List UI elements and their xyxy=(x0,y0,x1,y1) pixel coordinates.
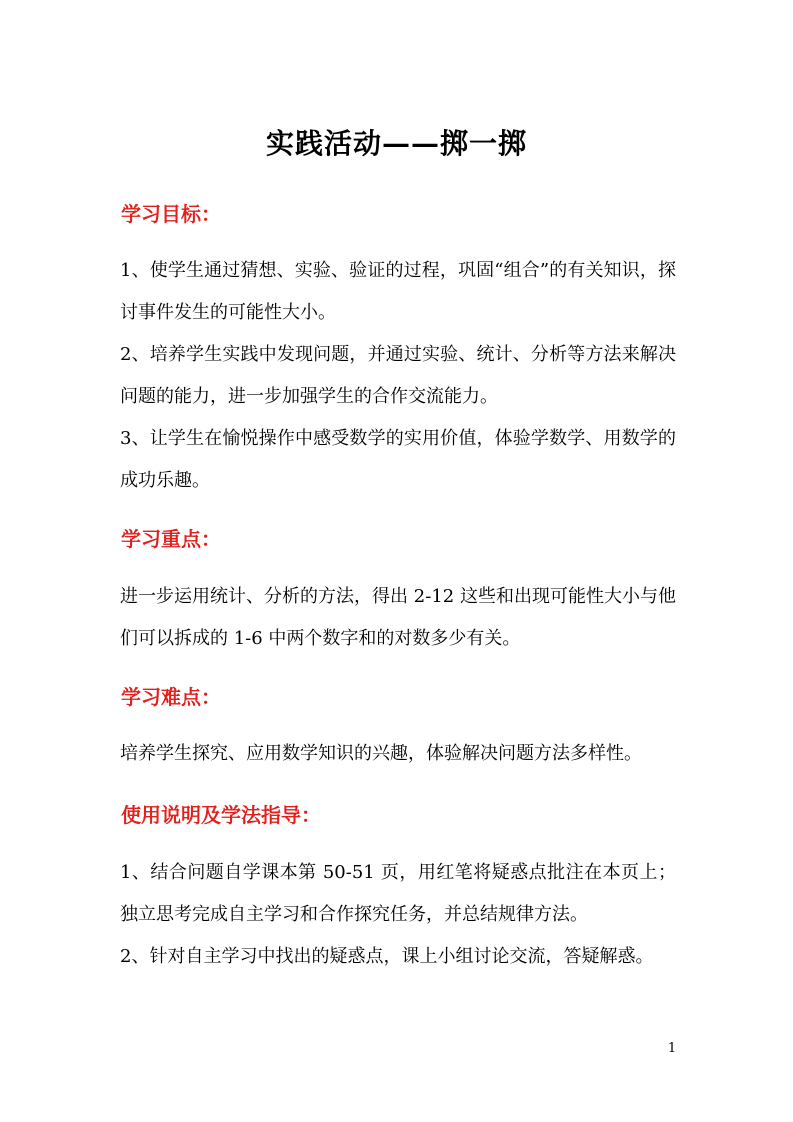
section-heading-difficulties: 学习难点： xyxy=(121,685,221,709)
key-points-paragraph: 进一步运用统计、分析的方法，得出 2-12 这些和出现可能性大小与他们可以拆成的 1-6 中两个数字和的对数多少有关。 xyxy=(120,586,676,649)
page-number: 1 xyxy=(667,1041,677,1056)
instruction-paragraph-1: 1、结合问题自学课本第 50-51 页，用红笔将疑惑点批注在本页上；独立思考完成自主学习和合作探究任务，并总结规律方法。 xyxy=(120,862,676,925)
difficulties-paragraph: 培养学生探究、应用数学知识的兴趣，体验解决问题方法多样性。 xyxy=(120,743,642,764)
objective-paragraph-3: 3、让学生在愉悦操作中感受数学的实用价值，体验学数学、用数学的成功乐趣。 xyxy=(120,428,676,491)
section-heading-objectives: 学习目标： xyxy=(121,202,221,226)
section-heading-key-points: 学习重点： xyxy=(121,527,221,551)
objective-paragraph-1: 1、使学生通过猜想、实验、验证的过程，巩固“组合”的有关知识，探讨事件发生的可能性大小。 xyxy=(120,260,676,323)
objective-paragraph-2: 2、培养学生实践中发现问题，并通过实验、统计、分析等方法来解决问题的能力，进一步加强学生的合作交流能力。 xyxy=(120,344,676,407)
page-title: 实践活动——掷一掷 xyxy=(265,127,527,160)
section-heading-instructions: 使用说明及学法指导： xyxy=(121,803,321,827)
instruction-paragraph-2: 2、针对自主学习中找出的疑惑点，课上小组讨论交流，答疑解惑。 xyxy=(120,946,654,967)
